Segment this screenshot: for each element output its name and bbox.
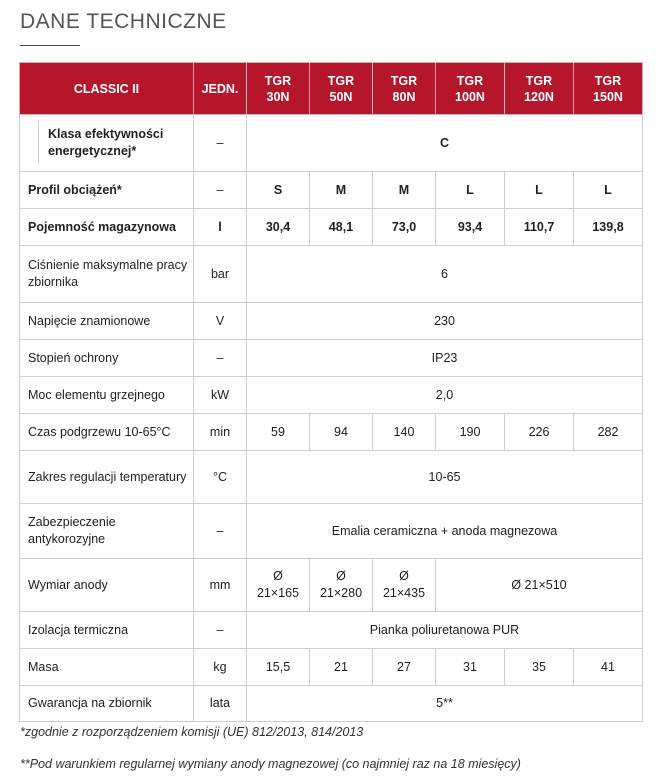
row-unit-gwarancja: lata: [194, 686, 247, 722]
table-row: [20, 115, 643, 172]
row-value-zabezpieczenie: Emalia ceramiczna + anoda magnezowa: [247, 504, 643, 559]
table-cell: 27: [373, 649, 436, 686]
table-cell: 30,4: [247, 209, 310, 246]
row-unit-stopien: –: [194, 340, 247, 377]
row-unit-zabezpieczenie: –: [194, 504, 247, 559]
row-unit-anoda: mm: [194, 559, 247, 612]
title-underline: [20, 45, 80, 46]
row-value-stopien: IP23: [247, 340, 643, 377]
row-value-cisnienie: 6: [247, 246, 643, 303]
table-row: [20, 451, 643, 504]
table-cell: 226: [505, 414, 574, 451]
table-cell: 41: [574, 649, 643, 686]
header-model-80n: TGR 80N: [373, 63, 436, 115]
row-value-anoda-merged: Ø 21×510: [436, 559, 643, 612]
table-row: [20, 414, 643, 451]
table-row: [20, 612, 643, 649]
table-row: [20, 303, 643, 340]
table-row: [20, 504, 643, 559]
row-unit-moc: kW: [194, 377, 247, 414]
row-value-izolacja: Pianka poliuretanowa PUR: [247, 612, 643, 649]
row-label-cisnienie: Ciśnienie maksymalne pracy zbiornika: [20, 246, 194, 303]
row-label-zabezpieczenie: Zabezpieczenie antykorozyjne: [20, 504, 194, 559]
table-cell: 15,5: [247, 649, 310, 686]
header-model-150n: TGR 150N: [574, 63, 643, 115]
table-cell: 59: [247, 414, 310, 451]
row-unit-izolacja: –: [194, 612, 247, 649]
row-label-izolacja: Izolacja termiczna: [20, 612, 194, 649]
header-model-100n: TGR 100N: [436, 63, 505, 115]
row-unit-masa: kg: [194, 649, 247, 686]
table-cell: 190: [436, 414, 505, 451]
row-value-moc: 2,0: [247, 377, 643, 414]
header-unit: JEDN.: [194, 63, 247, 115]
table-cell: Ø 21×165: [247, 559, 310, 612]
row-label-napiecie: Napięcie znamionowe: [20, 303, 194, 340]
table-row: [20, 686, 643, 722]
header-model-50n: TGR 50N: [310, 63, 373, 115]
row-label-moc: Moc elementu grzejnego: [20, 377, 194, 414]
row-label-gwarancja: Gwarancja na zbiornik: [20, 686, 194, 722]
table-cell: 140: [373, 414, 436, 451]
table-cell: L: [574, 172, 643, 209]
table-cell: M: [310, 172, 373, 209]
row-value-klasa: C: [247, 115, 643, 172]
row-unit-pojemnosc: l: [194, 209, 247, 246]
row-label-pojemnosc: Pojemność magazynowa: [20, 209, 194, 246]
table-cell: 73,0: [373, 209, 436, 246]
table-row: [20, 340, 643, 377]
table-cell: L: [436, 172, 505, 209]
table-cell: M: [373, 172, 436, 209]
header-model-30n: TGR 30N: [247, 63, 310, 115]
table-cell: 139,8: [574, 209, 643, 246]
table-cell: 282: [574, 414, 643, 451]
table-cell: L: [505, 172, 574, 209]
table-cell: S: [247, 172, 310, 209]
table-row: [20, 246, 643, 303]
row-unit-klasa: –: [194, 115, 247, 172]
row-unit-cisnienie: bar: [194, 246, 247, 303]
footnote-2: **Pod warunkiem regularnej wymiany anody magnezowej (co najmniej raz na 18 miesięcy): [20, 757, 521, 771]
row-label-stopien: Stopień ochrony: [20, 340, 194, 377]
header-row: [20, 63, 643, 115]
table-cell: 21: [310, 649, 373, 686]
header-classic: CLASSIC II: [20, 63, 194, 115]
table-row: [20, 559, 643, 612]
row-unit-profil: –: [194, 172, 247, 209]
row-label-masa: Masa: [20, 649, 194, 686]
table-row: [20, 209, 643, 246]
table-row: [20, 649, 643, 686]
row-unit-zakres: °C: [194, 451, 247, 504]
row-value-napiecie: 230: [247, 303, 643, 340]
table-row: [20, 377, 643, 414]
table-cell: Ø 21×435: [373, 559, 436, 612]
row-unit-napiecie: V: [194, 303, 247, 340]
table-cell: 94: [310, 414, 373, 451]
header-model-120n: TGR 120N: [505, 63, 574, 115]
row-label-klasa: Klasa efektywności energetycznej*: [20, 115, 194, 172]
table-cell: 93,4: [436, 209, 505, 246]
row-label-anoda: Wymiar anody: [20, 559, 194, 612]
table-row: [20, 172, 643, 209]
spec-table: [19, 62, 643, 722]
row-value-gwarancja: 5**: [247, 686, 643, 722]
table-cell: 31: [436, 649, 505, 686]
table-cell: 35: [505, 649, 574, 686]
table-cell: 48,1: [310, 209, 373, 246]
page-title: DANE TECHNICZNE: [20, 10, 227, 33]
table-cell: 110,7: [505, 209, 574, 246]
row-label-zakres: Zakres regulacji temperatury: [20, 451, 194, 504]
row-value-zakres: 10-65: [247, 451, 643, 504]
table-cell: Ø 21×280: [310, 559, 373, 612]
row-label-profil: Profil obciążeń*: [20, 172, 194, 209]
row-unit-czas: min: [194, 414, 247, 451]
row-label-czas: Czas podgrzewu 10-65°C: [20, 414, 194, 451]
footnote-1: *zgodnie z rozporządzeniem komisji (UE) 812/2013, 814/2013: [20, 725, 364, 739]
